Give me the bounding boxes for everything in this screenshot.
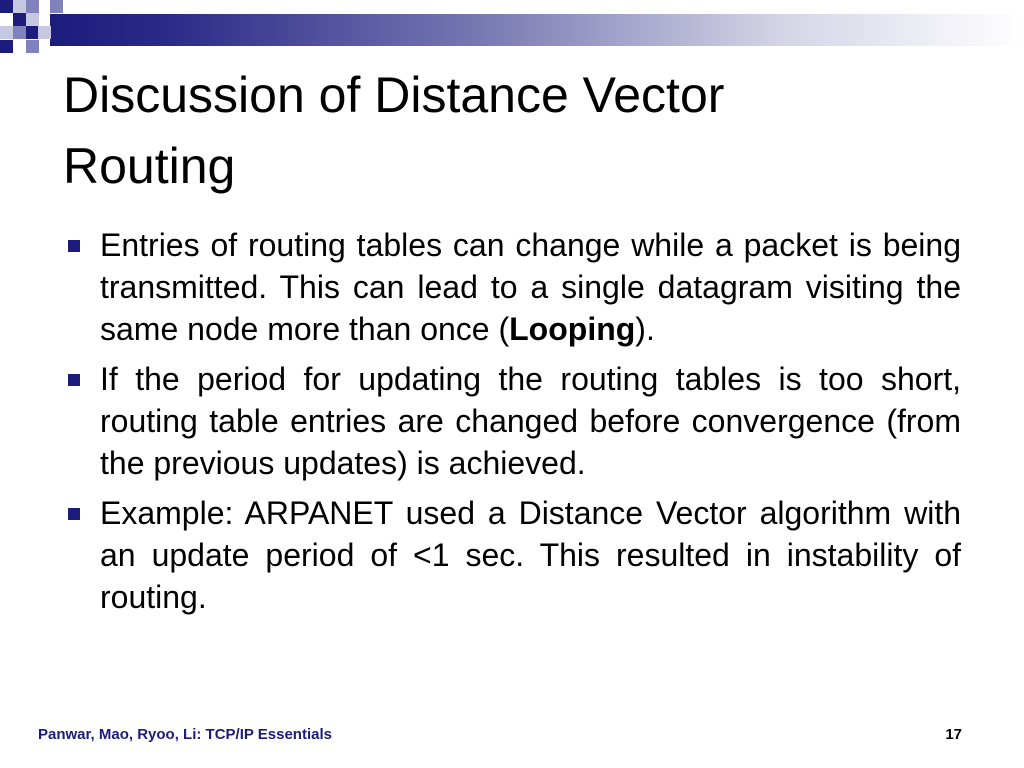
square-bullet-icon	[68, 508, 80, 520]
square-bullet-icon	[68, 374, 80, 386]
bullet-text: Entries of routing tables can change while a packet is being transmitted. This can lead to a single datagram visiting the same node more than once (Looping).	[100, 227, 961, 347]
bullet-text: Example: ARPANET used a Distance Vector algorithm with an update period of <1 sec. This resulted in instability of routing.	[100, 495, 961, 615]
bullet-item	[63, 224, 961, 350]
bullet-list	[63, 224, 961, 626]
bullet-item	[63, 492, 961, 618]
page-number: 17	[945, 726, 962, 743]
slide-title	[63, 60, 963, 202]
bullet-text: If the period for updating the routing tables is too short, routing table entries are changed before convergence (from the previous updates) is achieved.	[100, 361, 961, 481]
footer-authors: Panwar, Mao, Ryoo, Li: TCP/IP Essentials	[38, 726, 332, 743]
bullet-emphasis: Looping	[509, 311, 636, 347]
title-line-2: Routing	[63, 138, 236, 194]
header-gradient-bar	[50, 14, 1024, 46]
square-bullet-icon	[68, 240, 80, 252]
title-line-1: Discussion of Distance Vector	[63, 67, 725, 123]
bullet-item	[63, 358, 961, 484]
